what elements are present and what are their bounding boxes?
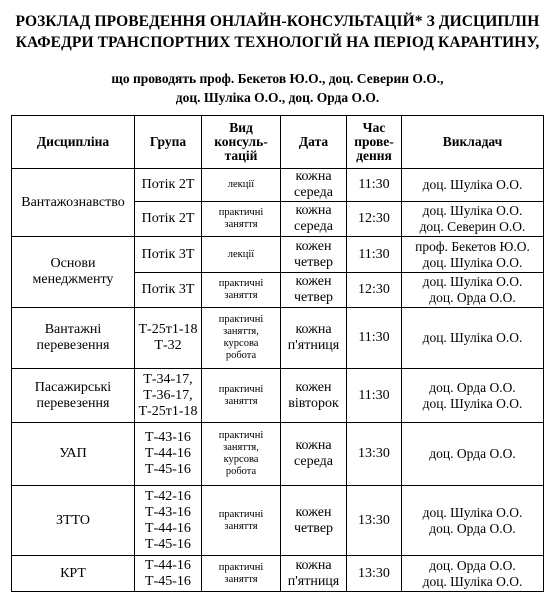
table-row (12, 308, 544, 369)
discipline-ztto-cell: ЗТТО (12, 486, 135, 556)
teacher-cell: доц. Шуліка О.О. (402, 169, 544, 202)
table-row (12, 369, 544, 423)
time-cell: 11:30 (347, 169, 402, 202)
group-cell: Т-25т1-18 Т-32 (135, 308, 202, 369)
consultation-type-cell: практичні заняття, курсова робота (202, 423, 281, 486)
time-cell: 11:30 (347, 369, 402, 423)
column-header-teacher: Викладач (402, 116, 544, 169)
time-cell: 13:30 (347, 556, 402, 592)
column-header-type: Вид консуль- тацій (202, 116, 281, 169)
consultation-type-cell: практичні заняття (202, 486, 281, 556)
date-cell: кожен вівторок (281, 369, 347, 423)
column-header-date: Дата (281, 116, 347, 169)
group-cell: Потік 3Т (135, 273, 202, 308)
column-header-discipline: Дисципліна (12, 116, 135, 169)
date-cell: кожна середа (281, 202, 347, 237)
discipline-uap-cell: УАП (12, 423, 135, 486)
subtitle-line-2: доц. Шуліка О.О., доц. Орда О.О. (175, 90, 380, 105)
consultation-type-cell: практичні заняття (202, 556, 281, 592)
table-body (12, 169, 544, 592)
time-cell: 12:30 (347, 202, 402, 237)
time-cell: 11:30 (347, 237, 402, 273)
discipline-krt-cell: КРТ (12, 556, 135, 592)
group-cell: Потік 2Т (135, 169, 202, 202)
date-cell: кожна середа (281, 423, 347, 486)
teacher-cell: доц. Шуліка О.О. доц. Северин О.О. (402, 202, 544, 237)
table-row (12, 169, 544, 202)
table-row (12, 486, 544, 556)
teacher-cell: доц. Орда О.О. доц. Шуліка О.О. (402, 369, 544, 423)
page-title-line-2: КАФЕДРИ ТРАНСПОРТНИХ ТЕХНОЛОГІЙ НА ПЕРІОД КАРАНТИНУ, (15, 34, 540, 51)
consultation-type-cell: практичні заняття (202, 202, 281, 237)
date-cell: кожна середа (281, 169, 347, 202)
subtitle-line-1: що проводять проф. Бекетов Ю.О., доц. Северин О.О., (111, 71, 444, 86)
header-row (12, 116, 544, 169)
consultation-schedule-table (11, 115, 544, 592)
group-cell: Т-42-16 Т-43-16 Т-44-16 Т-45-16 (135, 486, 202, 556)
time-cell: 12:30 (347, 273, 402, 308)
teacher-cell: проф. Бекетов Ю.О. доц. Шуліка О.О. (402, 237, 544, 273)
column-header-time: Час прове- дення (347, 116, 402, 169)
date-cell: кожен четвер (281, 237, 347, 273)
consultation-type-cell: практичні заняття, курсова робота (202, 308, 281, 369)
teacher-cell: доц. Орда О.О. (402, 423, 544, 486)
table-row (12, 556, 544, 592)
group-cell: Т-34-17, Т-36-17, Т-25т1-18 (135, 369, 202, 423)
group-cell: Потік 3Т (135, 237, 202, 273)
teacher-cell: доц. Шуліка О.О. доц. Орда О.О. (402, 486, 544, 556)
teacher-cell: доц. Шуліка О.О. (402, 308, 544, 369)
consultation-type-cell: практичні заняття (202, 273, 281, 308)
table-row (12, 423, 544, 486)
discipline-vantazhni-perevezennia-cell: Вантажні перевезення (12, 308, 135, 369)
date-cell: кожен четвер (281, 486, 347, 556)
discipline-pasazhyrski-perevezennia-cell: Пасажирські перевезення (12, 369, 135, 423)
date-cell: кожна п'ятниця (281, 308, 347, 369)
column-header-group: Група (135, 116, 202, 169)
time-cell: 13:30 (347, 423, 402, 486)
teacher-cell: доц. Шуліка О.О. доц. Орда О.О. (402, 273, 544, 308)
group-cell: Т-44-16 Т-45-16 (135, 556, 202, 592)
group-cell: Потік 2Т (135, 202, 202, 237)
page-title-line-1: РОЗКЛАД ПРОВЕДЕННЯ ОНЛАЙН-КОНСУЛЬТАЦІЙ* З ДИСЦИПЛІН (15, 13, 540, 30)
discipline-osnovy-menedzhmentu-cell: Основи менеджменту (12, 237, 135, 308)
consultation-type-cell: лекції (202, 169, 281, 202)
date-cell: кожен четвер (281, 273, 347, 308)
teacher-cell: доц. Орда О.О. доц. Шуліка О.О. (402, 556, 544, 592)
consultation-type-cell: лекції (202, 237, 281, 273)
time-cell: 13:30 (347, 486, 402, 556)
consultation-type-cell: практичні заняття (202, 369, 281, 423)
discipline-vantazhoznavstvo-cell: Вантажознавство (12, 169, 135, 237)
time-cell: 11:30 (347, 308, 402, 369)
date-cell: кожна п'ятниця (281, 556, 347, 592)
table-row (12, 237, 544, 273)
group-cell: Т-43-16 Т-44-16 Т-45-16 (135, 423, 202, 486)
